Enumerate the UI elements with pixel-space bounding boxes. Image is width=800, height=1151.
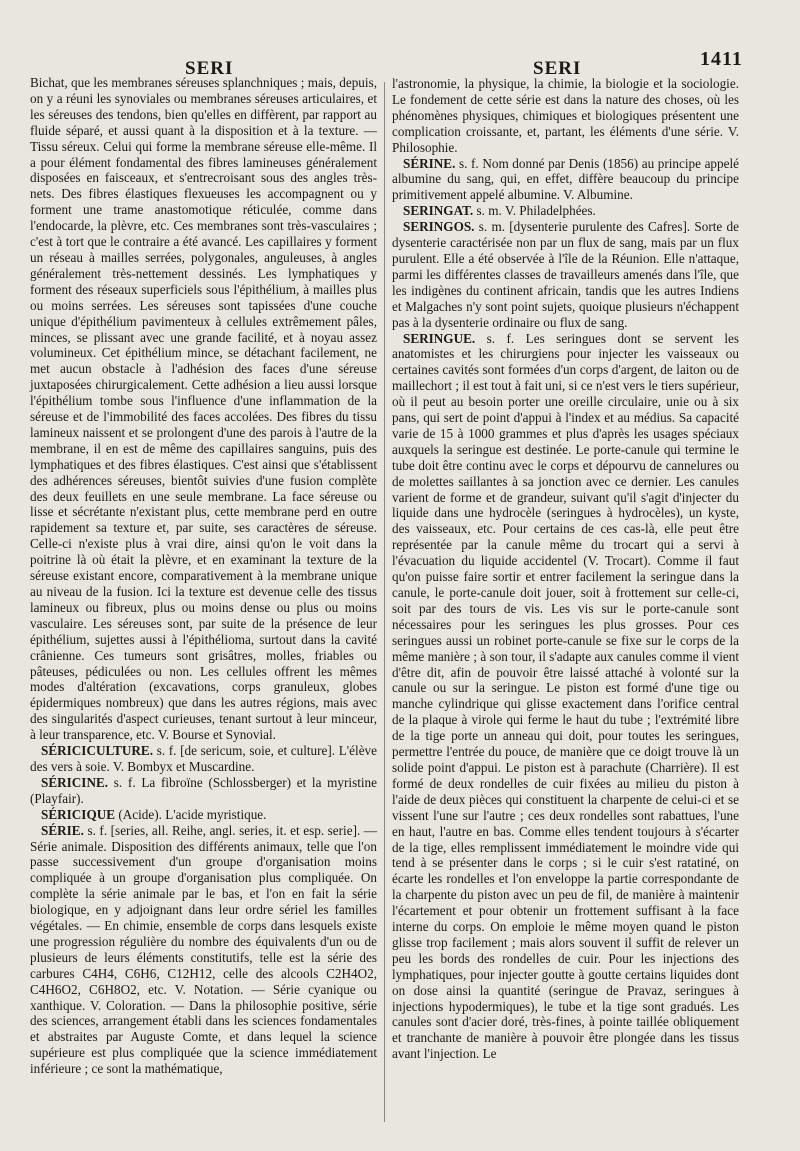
headword: SÉRIE. <box>41 822 84 838</box>
entry-text: s. f. La fibroïne (Schlossberger) et la myristine (Playfair). <box>30 774 377 806</box>
headword: SÉRICIQUE <box>41 806 116 822</box>
right-column <box>392 76 739 1062</box>
headword: SÉRICINE. <box>41 774 109 790</box>
column-divider <box>384 82 385 1122</box>
entry-text: s. m. V. Philadelphées. <box>473 203 596 219</box>
left-column <box>30 75 377 1077</box>
dictionary-entry <box>392 156 739 204</box>
dictionary-entry <box>30 775 377 807</box>
running-head-right: SERI <box>533 58 582 79</box>
entry-text: s. m. [dysenterie purulente des Cafres]. Sorte de dysenterie caractérisée non par un flux de sang, mais par un flux purulent. Elle a été observée à l'île de la Réunion. Elle n'attaque, parmi les différentes classes de travailleurs amenés dans l'île, que les indigènes du continent africain, tandis que les autres Indiens et Malgaches n'y sont point sujets, quoique plusieurs n'échappent pas à la dysenterie ordinaire ou flux de sang. <box>392 219 739 330</box>
entry-text: s. f. Les seringues dont se servent les anatomistes et les chirurgiens pour injecter les vaisseaux ou certaines cavités sont formées d'un corps d'argent, de laiton ou de maillechort ; il est tout à fait uni, si ce n'est vers le tiers supérieur, où il peut au besoin porter une oreille circulaire, unie ou à six pans, qui sert de point d'appui à l'index et au médius. Sa capacité varie de 15 à 1000 grammes et plus d'après les usages spéciaux auxquels la seringue est destinée. Le porte-canule qui termine le tube doit être continu avec le corps et dépourvu de cannelures ou de molettes saillantes à sa jonction avec ce dernier. Les canules varient de forme et de grandeur, suivant qu'il s'agit d'injecter du liquide dans une hydrocèle (seringues à hydrocèles), un kyste, des vaisseaux, etc. Pour certains de ces cas-là, elle peut être représentée par la canule même du trocart qui a servi à l'évacuation du liquide accidentel (V. Trocart). Comme il faut qu'on puisse faire sortir et entrer facilement la seringue dans la canule, le porte-canule doit jouer, soit à frottement sur celle-ci, soit par des tours de vis. Les vis sur le porte-canule sont nécessaires pour les seringues les plus grosses. Pour ces seringues aussi un robinet porte-canule se fixe sur le corps de la même manière ; à son tour, il s'adapte aux canules comme il vient d'être dit, afin de pouvoir être laissé attaché à volonté sur la canule ou sur la seringue. Le piston est formé d'une tige ou manche cylindrique qui glisse exactement dans l'orifice central de la plaque à virole qui ferme le haut du tube ; l'extrémité libre de la tige porte un anneau qui doit, pour toutes les seringues, permettre l'entrée du pouce, de manière que ce doigt trouve là un solide point d'appui. Le piston est à parachute (Charrière). Il est formé de deux rondelles de cuir fixées au milieu du piston à l'aide de deux pièces qui constituent la charpente de celui-ci et se vissent l'une sur l'autre ; ces deux rondelles sont rabattues, l'une en haut, l'autre en bas. Comme elles tendent toujours à s'écarter de la tige, elles remplissent immédiatement le moindre vide qui tend à se présenter dans le corps ; si le cuir s'est ratatiné, on écarte les rondelles et l'on enveloppe la partie correspondante de la charpente du piston avec un peu de fil, de manière à maintenir l'écartement et pour obtenir un frottement suffisant à la face interne du corps. On emploie le même moyen quand le piston glisse trop facilement ; mais alors souvent il suffit de relever un peu les bords des rondelles de cuir. Pour les injections des lymphatiques, pour injecter goutte à goutte certains liquides dont on dose ainsi la quantité (seringue de Pravaz, seringues à injections hypodermiques), le tube et la tige sont gradués. Les canules sont d'acier doré, très-fines, à pointe taillée obliquement et tranchante de manière à pouvoir être plongée dans les tissus avant l'injection. Le <box>392 330 739 1062</box>
dictionary-entry <box>30 823 377 1078</box>
headword: SÉRICICULTURE. <box>41 743 154 759</box>
entry-text: (Acide). L'acide myristique. <box>115 806 267 822</box>
dictionary-entry <box>30 807 377 823</box>
dictionary-entry <box>30 743 377 775</box>
dictionary-entry <box>392 219 739 330</box>
paragraph-text: l'astronomie, la physique, la chimie, la biologie et la sociologie. Le fondement de cette série est dans la nature des choses, où les phénomènes physiques, chimiques et biologiques présentent une complication croissante, et, partant, les éléments d'une série. V. Philosophie. <box>392 76 739 155</box>
headword: SERINGOS. <box>403 219 475 235</box>
paragraph <box>392 76 739 156</box>
dictionary-entry <box>392 203 739 219</box>
headword: SÉRINE. <box>403 155 456 171</box>
headword: SERINGUE. <box>403 330 476 346</box>
paragraph-text: Bichat, que les membranes séreuses splanchniques ; mais, depuis, on y a réuni les synoviales ou membranes séreuses articulaires, et les séreuses des tendons, bien qu'elles en diffèrent, par rapport au fluide séparé, et aussi quant à la disposition et à la texture. — Tissu séreux. Celui qui forme la membrane séreuse elle-même. Il a pour élément fondamental des fibres lamineuses généralement disposées en faisceaux, et s'entrecroisant sous des angles très-nets. Des fibres élastiques flexueuses les accompagnent ou y forment une trame anastomotique réticulée, comme dans l'endocarde, la plèvre, etc. Ces membranes sont très-vasculaires ; c'est à tort que le contraire a été avancé. Les capillaires y forment un réseau à mailles serrées, polygonales, anguleuses, à angles généralement très-nettement dessinés. Les lymphatiques y forment des réseaux superficiels sous l'épithélium, à mailles plus ou moins serrées. Les séreuses sont tapissées d'une couche unique d'épithélium pavimenteux à cellules extrêmement pâles, minces, se plissant avec une grande facilité, et à noyau assez volumineux. Cet épithélium mince, se détachant facilement, ne met aucun obstacle à l'adhésion des faces d'une séreuse juxtaposées chirurgicalement. Cette adhésion a lieu aussi lorsque l'épithélium tombe sous l'influence d'une inflammation de la séreuse et de l'immobilité des faces accolées. Des fibres du tissu lamineux naissent et se prolongent d'une des parois à l'autre de la membrane, il en est de même des capillaires sanguins, puis des lymphatiques et des fibres élastiques. C'est ainsi que s'établissent des adhérences séreuses, bientôt suivies d'une fusion complète des deux feuillets en une seule membrane. La face séreuse ou lisse et sécrétante n'existant plus, cette membrane perd en outre rapidement sa texture et, par suite, ses caractères de séreuse. Celle-ci n'existe plus à vrai dire, ainsi qu'on le voit dans la poitrine là où était la plèvre, et en examinant la texture de la séreuse existant encore, comparativement à la membrane unique au niveau de la fusion. Ici la texture est devenue celle des tissus lamineux ou fibreux, plus ou moins dense ou plus ou moins vasculaire. Les séreuses sont, par suite de la présence de leur épithélium, sujettes aussi à l'épithélioma, surtout dans la cavité crânienne. Ces tumeurs sont grisâtres, molles, friables ou pâteuses, pédiculées ou non. Les cellules offrent les mêmes modes d'altération (excavations, corps granuleux, globes épidermiques nombreux) que dans les autres régions, mais avec des singularités d'aspect curieuses, tenant surtout à leur minceur, à leur transparence, etc. V. Bourse et Synovial. <box>30 75 377 743</box>
paragraph <box>30 75 377 743</box>
entry-text: s. f. Nom donné par Denis (1856) au principe appelé albumine du sang, qui, en effet, diffère beaucoup du principe primitivement appelé albumine. V. Albumine. <box>392 155 739 203</box>
entry-text: s. f. [de sericum, soie, et culture]. L'élève des vers à soie. V. Bombyx et Muscardine. <box>30 743 377 774</box>
headword: SERINGAT. <box>403 203 474 219</box>
entry-text: s. f. [series, all. Reihe, angl. series, it. et esp. serie]. — Série animale. Disposition des différents animaux, telle que l'on passe successivement d'un groupe d'organisation moins compliquée à un groupe d'organisation plus compliquée. On complète la série animale par le bas, et l'on en fait la série biologique, en y adjoignant dans leur ordre sériel les familles végétales. — En chimie, ensemble de corps dans lesquels existe une progression régulière du nombre des équivalents d'un ou de plusieurs de leurs éléments constitutifs, telle est la série des carbures C4H4, C6H6, C12H12, celle des alcools C2H4O2, C4H6O2, C6H8O2, etc. V. Notation. — Série cyanique ou xanthique. V. Coloration. — Dans la philosophie positive, série des sciences, arrangement établi dans les sciences fondamentales et abstraites par Auguste Comte, et dans lequel la science supérieure est plus compliquée que la science immédiatement inférieure ; ce sont la mathématique, <box>30 822 377 1077</box>
page-number: 1411 <box>700 48 743 70</box>
dictionary-entry <box>392 331 739 1063</box>
running-head-left: SERI <box>185 58 234 79</box>
